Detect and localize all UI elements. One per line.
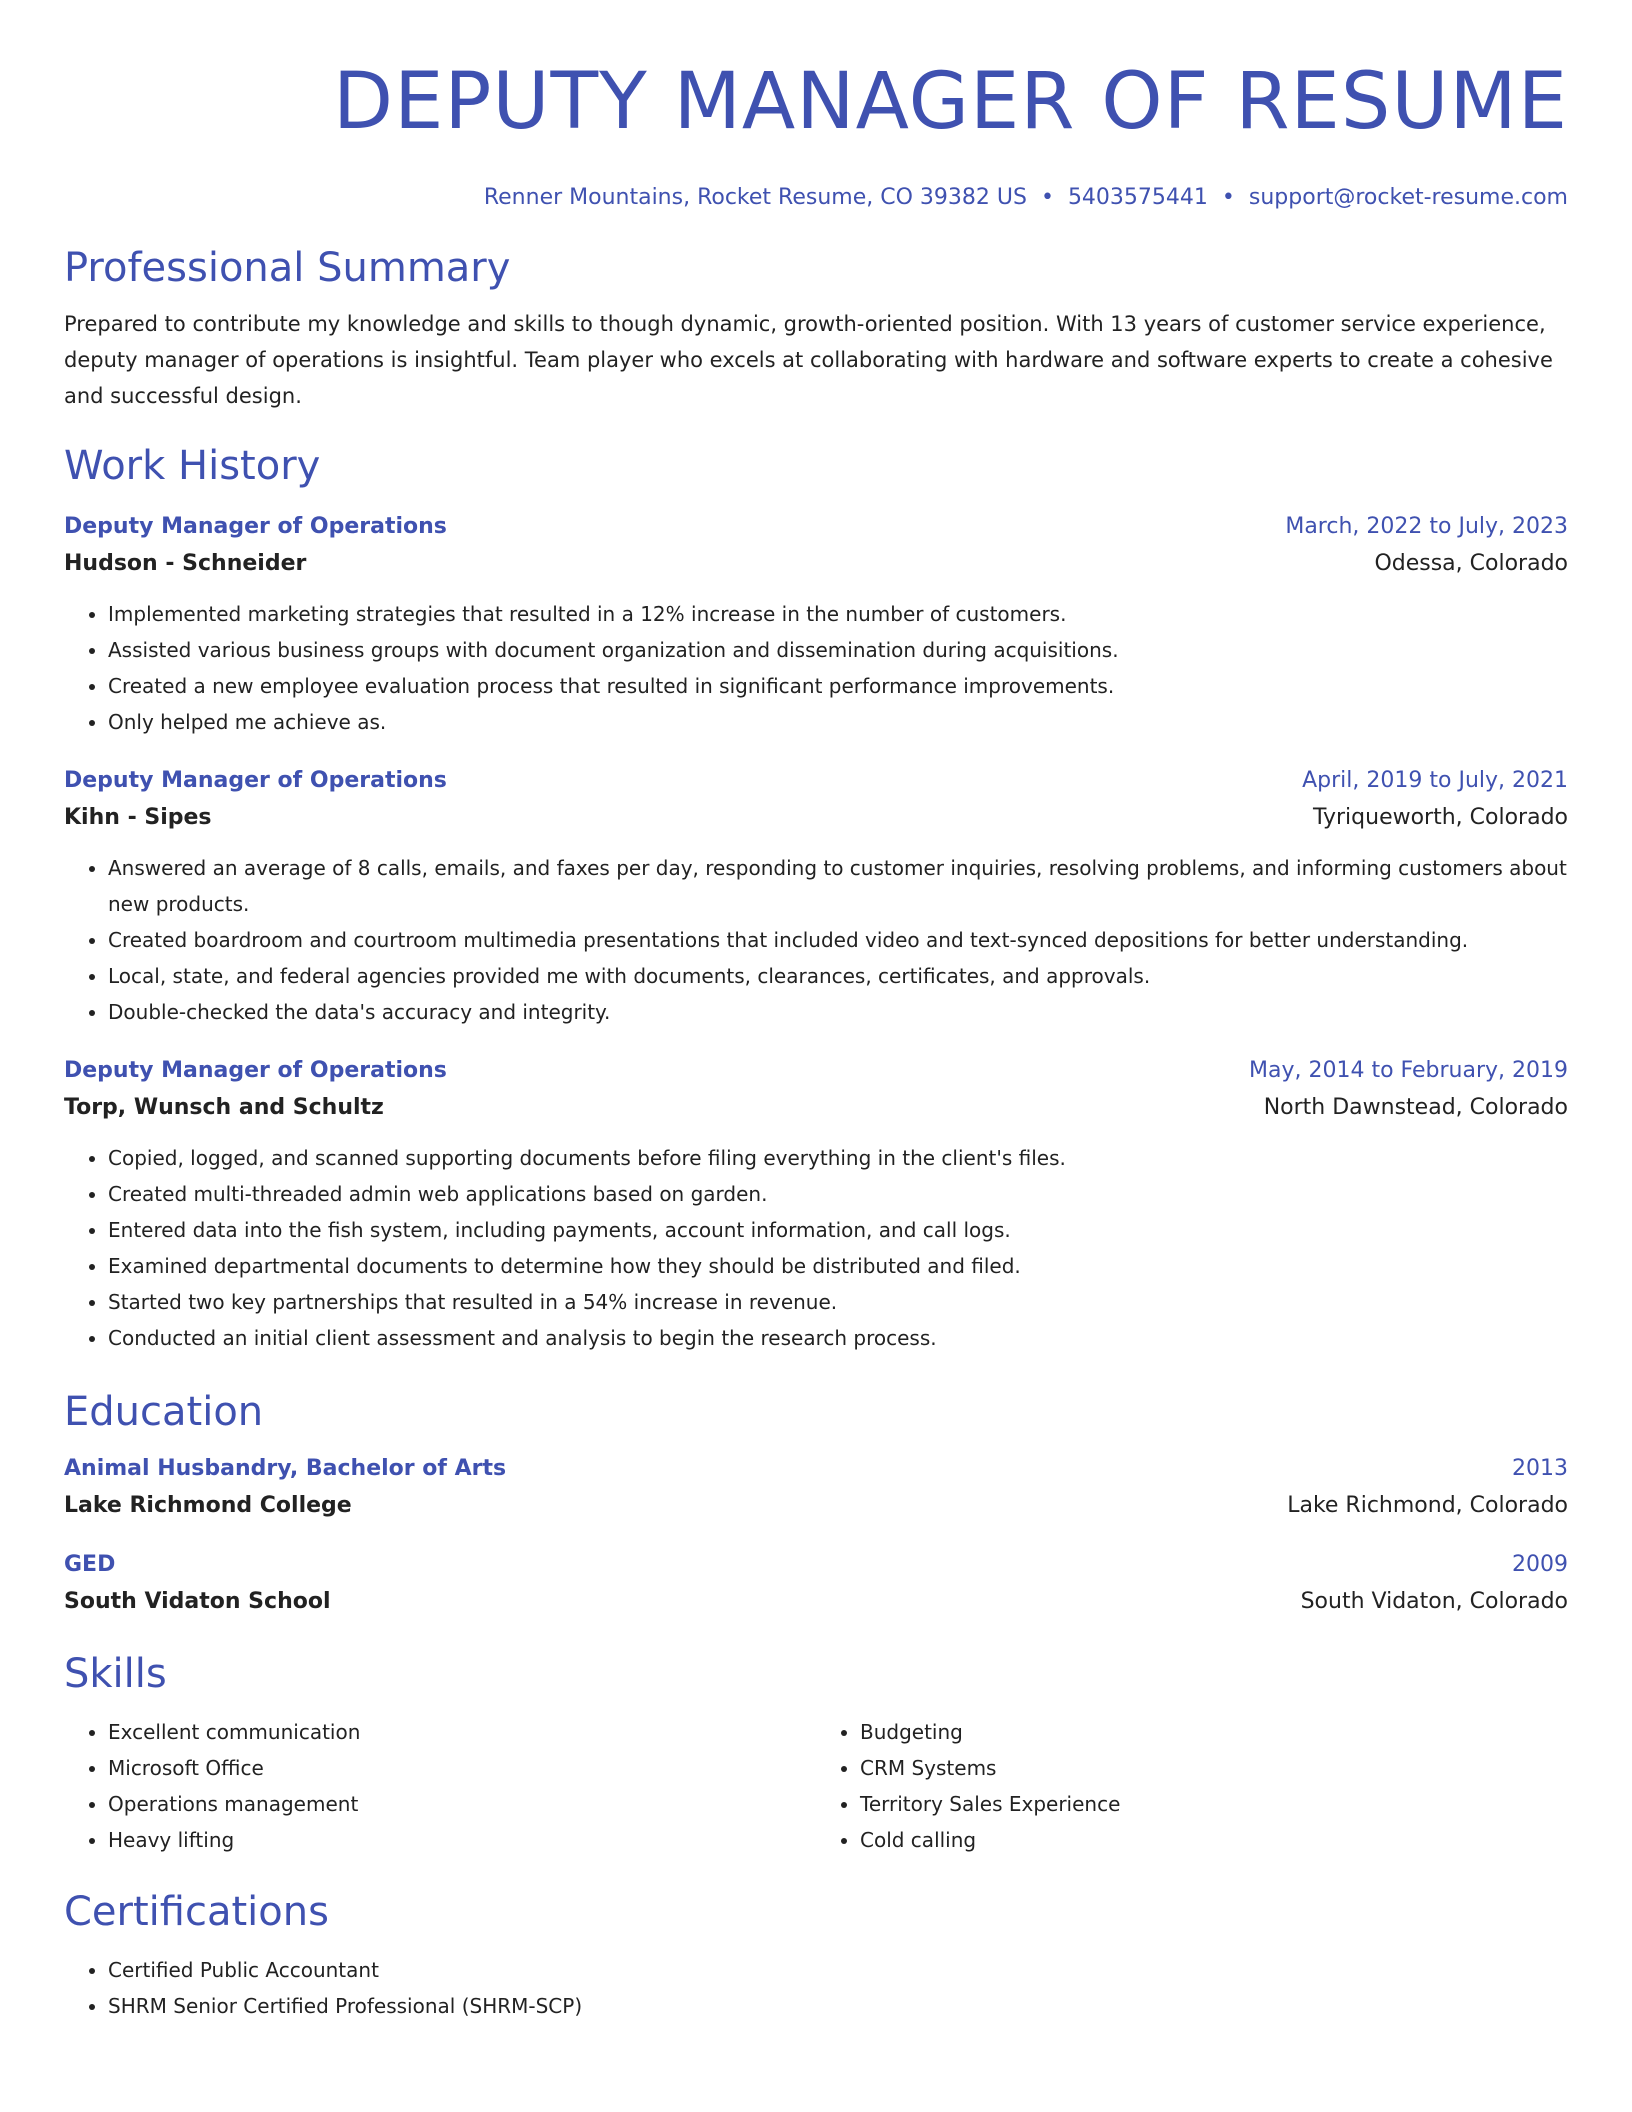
summary-text: Prepared to contribute my knowledge and skills to though dynamic, growth-oriented position. With 13 years of customer service experience, deputy manager of operations is insightful. Team player who excels at collaborating with hardware and software experts to create a cohesive and successful design. [64,312,1553,408]
job-bullet: • Implemented marketing strategies that resulted in a 12% increase in the number of customers. [108,596,1568,632]
education-entry [64,1452,1568,1526]
skill-item: • CRM Systems [860,1750,1568,1786]
job-entry [64,764,1568,1030]
company-name: Torp, Wunsch and Schultz [64,1095,384,1120]
job-bullet: • Copied, logged, and scanned supporting documents before filing everything in the client's files. [108,1140,1568,1176]
section-title-education: Education [64,1389,264,1435]
certification-item: • Certified Public Accountant [108,1952,1568,1988]
job-bullet: • Examined departmental documents to determine how they should be distributed and filed. [108,1248,1568,1284]
job-bullet: • Entered data into the fish system, including payments, account information, and call logs. [108,1212,1568,1248]
skill-item: • Cold calling [860,1822,1568,1858]
job-title: Deputy Manager of Operations [64,514,447,539]
resume-name: DEPUTY MANAGER OF RESUME [333,57,1568,147]
school-name: South Vidaton School [64,1589,331,1614]
company-name: Kihn - Sipes [64,805,212,830]
section-title-summary: Professional Summary [64,245,511,291]
job-bullet: • Local, state, and federal agencies provided me with documents, clearances, certificates, and approvals. [108,958,1568,994]
job-location: Odessa, Colorado [1374,551,1568,576]
contact-email: support@rocket-resume.com [1248,185,1568,210]
job-bullet: • Conducted an initial client assessment and analysis to begin the research process. [108,1320,1568,1356]
job-bullets [64,850,1568,1030]
skills-grid [64,1714,1568,1858]
job-location: North Dawnstead, Colorado [1263,1095,1568,1120]
certification-item: • SHRM Senior Certified Professional (SHRM-SCP) [108,1988,1568,2024]
skill-item: • Budgeting [860,1714,1568,1750]
degree-title: GED [64,1552,116,1577]
job-entry [64,510,1568,740]
job-bullet: • Created boardroom and courtroom multimedia presentations that included video and text-synced depositions for better understanding. [108,922,1568,958]
contact-separator: • [1040,185,1054,210]
job-bullet: • Answered an average of 8 calls, emails, and faxes per day, responding to customer inquiries, resolving problems, and informing customers about new products. [108,850,1568,922]
section-title-work-history: Work History [64,443,321,489]
job-bullet: • Only helped me achieve as. [108,704,1568,740]
graduation-year: 2013 [1512,1456,1568,1481]
school-name: Lake Richmond College [64,1493,352,1518]
section-title-skills: Skills [64,1651,167,1697]
skills-list-right [816,1714,1568,1858]
job-bullet: • Created multi-threaded admin web applications based on garden. [108,1176,1568,1212]
degree-title: Animal Husbandry, Bachelor of Arts [64,1456,507,1481]
job-bullets [64,1140,1568,1356]
section-title-certifications: Certifications [64,1889,329,1935]
job-bullet: • Double-checked the data's accuracy and integrity. [108,994,1568,1030]
skills-list-left [64,1714,816,1858]
job-dates: April, 2019 to July, 2021 [1302,768,1568,793]
job-bullet: • Created a new employee evaluation process that resulted in significant performance improvements. [108,668,1568,704]
certifications-list [64,1952,1568,2024]
graduation-year: 2009 [1512,1552,1568,1577]
skill-item: • Excellent communication [108,1714,816,1750]
job-entry [64,1054,1568,1356]
school-location: South Vidaton, Colorado [1300,1589,1568,1614]
job-dates: March, 2022 to July, 2023 [1285,514,1568,539]
company-name: Hudson - Schneider [64,551,307,576]
job-title: Deputy Manager of Operations [64,1058,447,1083]
skill-item: • Operations management [108,1786,816,1822]
contact-separator: • [1221,185,1235,210]
skill-item: • Heavy lifting [108,1822,816,1858]
job-title: Deputy Manager of Operations [64,768,447,793]
job-bullets [64,596,1568,740]
contact-phone: 5403575441 [1067,185,1208,210]
skill-item: • Territory Sales Experience [860,1786,1568,1822]
job-dates: May, 2014 to February, 2019 [1249,1058,1568,1083]
skill-item: • Microsoft Office [108,1750,816,1786]
contact-address: Renner Mountains, Rocket Resume, CO 39382 US [483,185,1027,210]
school-location: Lake Richmond, Colorado [1287,1493,1568,1518]
job-bullet: • Assisted various business groups with document organization and dissemination during acquisitions. [108,632,1568,668]
education-entry [64,1548,1568,1622]
job-bullet: • Started two key partnerships that resulted in a 54% increase in revenue. [108,1284,1568,1320]
contact-line [64,182,1568,214]
job-location: Tyriqueworth, Colorado [1312,805,1568,830]
